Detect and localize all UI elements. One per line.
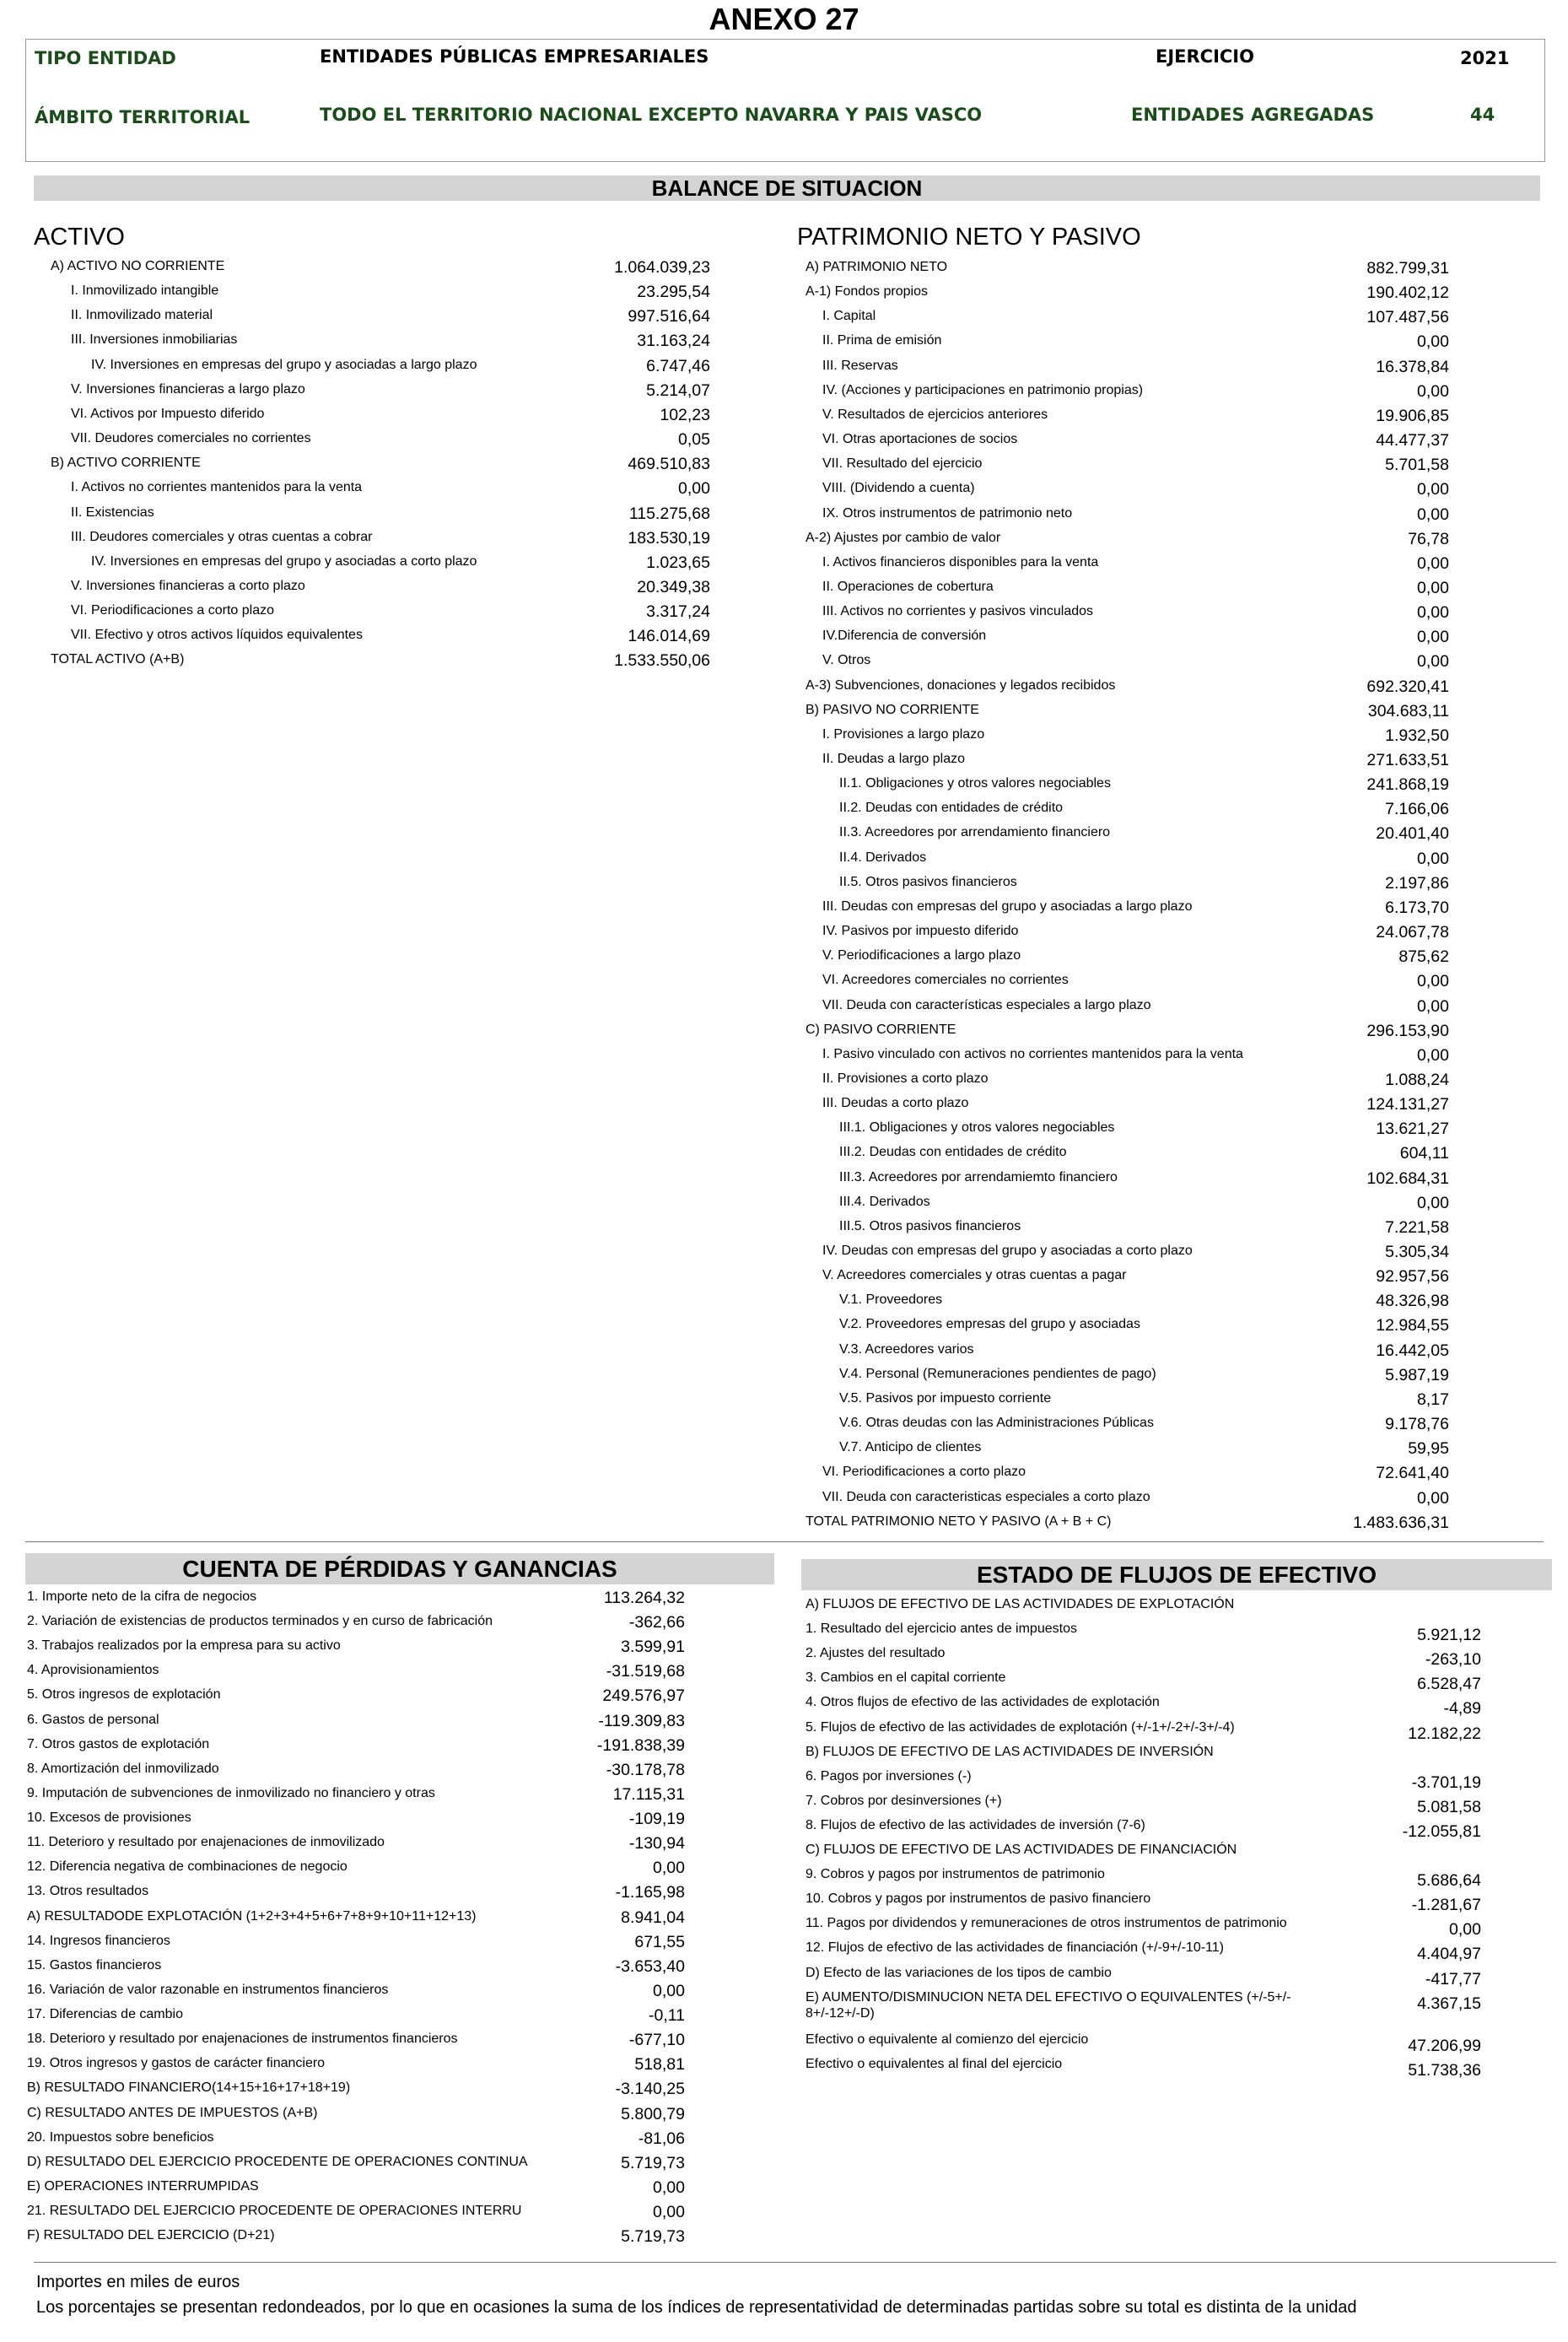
pyg-row-label: F) RESULTADO DEL EJERCICIO (D+21)	[27, 2228, 275, 2243]
flujos-row-value: 12.182,22	[1408, 1724, 1481, 1743]
activo-row-label: VI. Activos por Impuesto diferido	[71, 406, 265, 421]
pasivo-row-label: V.5. Pasivos por impuesto corriente	[839, 1390, 1052, 1406]
pasivo-row-label: III. Deudas a corto plazo	[822, 1096, 969, 1111]
flujos-row-label: 12. Flujos de efectivo de las actividades de financiación (+/-9+/-10-11)	[806, 1940, 1224, 1956]
activo-row-value: 31.163,24	[637, 332, 710, 351]
pyg-row-value: -119.309,83	[598, 1711, 685, 1730]
pasivo-row-label: II.2. Deudas con entidades de crédito	[839, 801, 1064, 816]
activo-row-value: 997.516,64	[628, 307, 710, 326]
flujos-row-label: 4. Otros flujos de efectivo de las actividades de explotación	[806, 1695, 1160, 1710]
pasivo-row-label: V.1. Proveedores	[839, 1292, 943, 1308]
pyg-row-value: -191.838,39	[596, 1735, 685, 1755]
pasivo-row-label: II. Prima de emisión	[822, 333, 942, 348]
pyg-row-label: 5. Otros ingresos de explotación	[27, 1687, 221, 1703]
pasivo-row-value: 0,00	[1417, 578, 1449, 597]
flujos-row-label: 11. Pagos por dividendos y remuneraciones de otros instrumentos de patrimonio	[806, 1916, 1287, 1931]
pasivo-row-value: 24.067,78	[1376, 923, 1449, 942]
pyg-row-value: -30.178,78	[606, 1760, 685, 1779]
pyg-row-label: 6. Gastos de personal	[27, 1712, 159, 1727]
pasivo-row-value: 0,00	[1417, 1488, 1449, 1508]
pasivo-row-value: 0,00	[1417, 553, 1449, 573]
pasivo-row-label: A-2) Ajustes por cambio de valor	[806, 530, 1001, 545]
flujos-row-value: 4.404,97	[1417, 1945, 1481, 1964]
activo-row-value: 3.317,24	[646, 602, 710, 622]
flujos-row-value: -12.055,81	[1402, 1821, 1481, 1841]
pasivo-row-value: 13.621,27	[1376, 1120, 1449, 1139]
activo-row-value: 20.349,38	[637, 577, 710, 596]
pyg-row-value: -81,06	[638, 2129, 685, 2148]
ambito-label: ÁMBITO TERRITORIAL	[35, 107, 251, 127]
activo-row-label: A) ACTIVO NO CORRIENTE	[51, 259, 225, 273]
pyg-row-value: -1.165,98	[615, 1883, 685, 1902]
pasivo-row-value: 882.799,31	[1366, 259, 1449, 278]
pyg-row-value: 0,00	[653, 1859, 685, 1878]
activo-row-label: VII. Efectivo y otros activos líquidos equivalentes	[71, 628, 363, 643]
flujos-row-label: A) FLUJOS DE EFECTIVO DE LAS ACTIVIDADES DE EXPLOTACIÓN	[806, 1597, 1235, 1611]
pasivo-row-value: 0,00	[1417, 652, 1449, 672]
pasivo-row-label: VI. Otras aportaciones de socios	[822, 432, 1018, 447]
pasivo-row-label: I. Provisiones a largo plazo	[822, 726, 985, 742]
flujos-row-value: 5.921,12	[1417, 1626, 1481, 1645]
pasivo-row-label: IX. Otros instrumentos de patrimonio neto	[822, 505, 1073, 521]
pyg-row-label: 10. Excesos de provisiones	[27, 1810, 191, 1826]
pasivo-row-value: 0,00	[1417, 1045, 1449, 1065]
flujos-row-value: -417,77	[1425, 1969, 1481, 1989]
pasivo-row-value: 241.868,19	[1366, 775, 1449, 795]
pyg-row-label: 16. Variación de valor razonable en instrumentos financieros	[27, 1982, 389, 1997]
pasivo-row-label: IV. Deudas con empresas del grupo y asociadas a corto plazo	[822, 1244, 1193, 1258]
pasivo-row-value: 19.906,85	[1376, 406, 1449, 425]
pasivo-row-label: II.3. Acreedores por arrendamiento financiero	[839, 825, 1111, 840]
pasivo-row-label: V. Acreedores comerciales y otras cuentas a pagar	[822, 1268, 1127, 1283]
pasivo-row-value: 0,00	[1417, 849, 1449, 868]
pasivo-row-label: III.1. Obligaciones y otros valores negociables	[839, 1120, 1115, 1136]
pasivo-row-value: 692.320,41	[1366, 677, 1449, 696]
pyg-row-label: B) RESULTADO FINANCIERO(14+15+16+17+18+19)	[27, 2080, 351, 2096]
flujos-row-label: C) FLUJOS DE EFECTIVO DE LAS ACTIVIDADES DE FINANCIACIÓN	[806, 1843, 1237, 1857]
page-title: ANEXO 27	[709, 2, 859, 36]
pasivo-row-value: 16.378,84	[1376, 357, 1449, 376]
flujos-row-value: -4,89	[1443, 1699, 1481, 1719]
pasivo-row-value: 6.173,70	[1385, 898, 1449, 917]
footer-units-note: Importes en miles de euros	[36, 2273, 240, 2291]
pyg-row-value: 5.719,73	[621, 2153, 685, 2172]
pyg-row-value: 17.115,31	[612, 1784, 685, 1804]
pasivo-row-value: 92.957,56	[1376, 1267, 1449, 1287]
activo-row-value: 23.295,54	[637, 283, 710, 302]
activo-row-value: 1.533.550,06	[614, 651, 710, 671]
pasivo-row-value: 2.197,86	[1385, 873, 1449, 893]
activo-row-label: VI. Periodificaciones a corto plazo	[71, 603, 275, 618]
pasivo-row-value: 0,00	[1417, 628, 1449, 647]
pasivo-row-value: 1.932,50	[1385, 726, 1449, 745]
pyg-row-value: 5.800,79	[621, 2104, 685, 2123]
pasivo-row-value: 7.221,58	[1385, 1217, 1449, 1237]
pasivo-row-label: III. Deudas con empresas del grupo y asociadas a largo plazo	[822, 898, 1193, 914]
tipo-entidad-label: TIPO ENTIDAD	[35, 48, 176, 68]
pyg-row-value: 8.941,04	[621, 1908, 685, 1927]
pyg-row-label: 15. Gastos financieros	[27, 1957, 162, 1972]
ejercicio-value: 2021	[1460, 48, 1510, 68]
activo-row-value: 6.747,46	[646, 356, 710, 375]
pasivo-row-label: III.3. Acreedores por arrendamiemto financiero	[839, 1169, 1118, 1184]
activo-row-label: II. Inmovilizado material	[71, 308, 213, 323]
pasivo-row-value: 44.477,37	[1376, 431, 1449, 451]
pasivo-row-value: 72.641,40	[1376, 1464, 1449, 1483]
flujos-row-value: -1.281,67	[1411, 1896, 1481, 1915]
activo-row-label: III. Deudores comerciales y otras cuentas a cobrar	[71, 529, 373, 544]
pasivo-row-value: 12.984,55	[1376, 1316, 1449, 1336]
pasivo-row-value: 0,00	[1417, 505, 1449, 524]
pasivo-row-value: 107.487,56	[1366, 308, 1449, 327]
flujos-row-label: 5. Flujos de efectivo de las actividades de explotación (+/-1+/-2+/-3+/-4)	[806, 1719, 1235, 1735]
activo-row-label: TOTAL ACTIVO (A+B)	[51, 652, 185, 667]
pyg-heading: CUENTA DE PÉRDIDAS Y GANANCIAS	[25, 1553, 774, 1584]
pasivo-row-label: II.4. Derivados	[839, 850, 927, 865]
pyg-row-label: 2. Variación de existencias de productos terminados y en curso de fabricación	[27, 1614, 493, 1629]
pasivo-row-value: 1.088,24	[1385, 1070, 1449, 1089]
flujos-row-label: B) FLUJOS DE EFECTIVO DE LAS ACTIVIDADES DE INVERSIÓN	[806, 1744, 1214, 1759]
pasivo-row-value: 0,00	[1417, 603, 1449, 623]
pasivo-row-label: A-1) Fondos propios	[806, 284, 928, 299]
flujos-row-value: 6.528,47	[1417, 1675, 1481, 1694]
pasivo-row-label: III. Reservas	[822, 358, 898, 373]
flujos-row-value: 5.686,64	[1417, 1871, 1481, 1891]
pyg-row-value: -31.519,68	[606, 1662, 685, 1681]
pasivo-row-value: 0,00	[1417, 480, 1449, 499]
pasivo-row-label: V.6. Otras deudas con las Administraciones Públicas	[839, 1416, 1154, 1431]
pasivo-row-value: 5.987,19	[1385, 1365, 1449, 1384]
pasivo-row-value: 5.305,34	[1385, 1243, 1449, 1261]
pasivo-row-value: 48.326,98	[1376, 1292, 1449, 1311]
pasivo-row-label: C) PASIVO CORRIENTE	[806, 1022, 956, 1037]
pasivo-row-value: 9.178,76	[1385, 1415, 1449, 1434]
pyg-row-label: 8. Amortización del inmovilizado	[27, 1761, 219, 1776]
pasivo-row-label: V.2. Proveedores empresas del grupo y asociadas	[839, 1317, 1140, 1332]
pyg-row-label: E) OPERACIONES INTERRUMPIDAS	[27, 2178, 259, 2194]
pasivo-row-label: B) PASIVO NO CORRIENTE	[806, 702, 979, 717]
pyg-row-label: 13. Otros resultados	[27, 1884, 149, 1899]
ejercicio-label: EJERCICIO	[1156, 46, 1254, 67]
pasivo-row-label: III.5. Otros pasivos financieros	[839, 1218, 1021, 1233]
pasivo-row-value: 875,62	[1398, 947, 1449, 967]
pasivo-row-label: III.4. Derivados	[839, 1194, 930, 1209]
pyg-row-value: -130,94	[628, 1834, 685, 1854]
pyg-row-label: D) RESULTADO DEL EJERCICIO PROCEDENTE DE OPERACIONES CONTINUA	[27, 2154, 528, 2169]
flujos-row-label: Efectivo o equivalentes al final del ejercicio	[806, 2056, 1063, 2071]
pasivo-row-label: TOTAL PATRIMONIO NETO Y PASIVO (A + B + C)	[806, 1514, 1112, 1529]
flujos-row-label: 8. Flujos de efectivo de las actividades de inversión (7-6)	[806, 1817, 1145, 1832]
activo-row-value: 0,05	[678, 430, 710, 450]
tipo-entidad-value: ENTIDADES PÚBLICAS EMPRESARIALES	[320, 46, 709, 67]
activo-row-label: III. Inversiones inmobiliarias	[71, 332, 238, 348]
pyg-row-value: 3.599,91	[621, 1638, 685, 1657]
pyg-row-label: 21. RESULTADO DEL EJERCICIO PROCEDENTE DE OPERACIONES INTERRU	[27, 2204, 522, 2218]
pyg-row-value: -3.140,25	[615, 2080, 685, 2099]
activo-row-label: V. Inversiones financieras a corto plazo	[71, 578, 305, 593]
pasivo-row-label: I. Activos financieros disponibles para la venta	[822, 554, 1099, 569]
pasivo-row-label: III.2. Deudas con entidades de crédito	[839, 1145, 1067, 1160]
pasivo-row-label: IV. (Acciones y participaciones en patrimonio propias)	[822, 382, 1144, 397]
pasivo-row-label: A) PATRIMONIO NETO	[806, 260, 948, 274]
activo-row-value: 5.214,07	[646, 380, 710, 400]
pasivo-row-label: V.3. Acreedores varios	[839, 1341, 974, 1357]
balance-heading: BALANCE DE SITUACION	[34, 175, 1540, 201]
pyg-row-value: 0,00	[653, 1981, 685, 2000]
activo-row-value: 102,23	[660, 405, 710, 424]
pasivo-row-label: I. Capital	[822, 309, 876, 324]
pasivo-row-label: I. Pasivo vinculado con activos no corrientes mantenidos para la venta	[822, 1046, 1243, 1061]
pasivo-row-label: VII. Deuda con características especiales a largo plazo	[822, 997, 1151, 1012]
pasivo-row-label: IV. Pasivos por impuesto diferido	[822, 924, 1019, 939]
pasivo-row-value: 76,78	[1408, 529, 1449, 548]
pasivo-row-value: 0,00	[1417, 1193, 1449, 1212]
flujos-row-label: 6. Pagos por inversiones (-)	[806, 1768, 972, 1783]
pyg-row-label: 20. Impuestos sobre beneficios	[27, 2129, 214, 2145]
flujos-row-value: 5.081,58	[1417, 1797, 1481, 1816]
flujos-heading: ESTADO DE FLUJOS DE EFECTIVO	[801, 1559, 1552, 1590]
pasivo-row-value: 0,00	[1417, 996, 1449, 1016]
pasivo-row-value: 59,95	[1408, 1439, 1449, 1459]
flujos-row-value: -3.701,19	[1411, 1773, 1481, 1792]
pyg-row-label: 14. Ingresos financieros	[27, 1933, 170, 1948]
pyg-row-label: 4. Aprovisionamientos	[27, 1663, 159, 1678]
activo-row-label: VII. Deudores comerciales no corrientes	[71, 431, 311, 446]
flujos-row-label: 7. Cobros por desinversiones (+)	[806, 1793, 1002, 1808]
activo-row-label: I. Inmovilizado intangible	[71, 283, 219, 299]
pyg-row-value: 0,00	[653, 2177, 685, 2197]
pasivo-row-value: 304.683,11	[1367, 701, 1449, 720]
pasivo-row-label: V.4. Personal (Remuneraciones pendientes de pago)	[839, 1366, 1156, 1381]
pasivo-row-label: II.1. Obligaciones y otros valores negociables	[839, 776, 1111, 791]
flujos-row-label: 3. Cambios en el capital corriente	[806, 1670, 1006, 1686]
activo-row-value: 0,00	[678, 479, 710, 499]
activo-row-value: 146.014,69	[628, 627, 710, 646]
activo-row-value: 469.510,83	[628, 455, 710, 474]
pyg-row-value: 113.264,32	[603, 1589, 685, 1607]
activo-row-value: 115.275,68	[628, 504, 710, 523]
pasivo-row-value: 0,00	[1417, 332, 1449, 352]
pyg-row-value: -3.653,40	[615, 1956, 685, 1976]
pasivo-row-label: V. Resultados de ejercicios anteriores	[822, 407, 1048, 422]
pyg-row-label: 12. Diferencia negativa de combinaciones de negocio	[27, 1859, 348, 1875]
pyg-row-value: -109,19	[628, 1810, 685, 1829]
activo-row-value: 183.530,19	[628, 528, 710, 548]
pyg-row-label: 17. Diferencias de cambio	[27, 2007, 183, 2022]
header-box	[25, 39, 1545, 162]
pasivo-row-value: 7.166,06	[1385, 800, 1449, 819]
pasivo-row-label: V. Periodificaciones a largo plazo	[822, 948, 1021, 963]
pasivo-row-value: 0,00	[1417, 972, 1449, 991]
flujos-row-value: -263,10	[1425, 1650, 1481, 1670]
activo-row-label: I. Activos no corrientes mantenidos para la venta	[71, 480, 363, 495]
agregadas-value: 44	[1470, 105, 1495, 125]
pyg-row-value: 671,55	[634, 1932, 685, 1951]
pasivo-row-label: IV.Diferencia de conversión	[822, 629, 987, 644]
activo-row-value: 1.064.039,23	[614, 258, 710, 277]
pyg-row-label: 19. Otros ingresos y gastos de carácter financiero	[27, 2056, 326, 2071]
pasivo-row-value: 190.402,12	[1366, 283, 1449, 303]
activo-heading: ACTIVO	[34, 224, 125, 251]
flujos-row-label: 9. Cobros y pagos por instrumentos de patrimonio	[806, 1867, 1105, 1882]
pasivo-row-value: 8,17	[1417, 1390, 1449, 1409]
flujos-row-value: 4.367,15	[1417, 1994, 1481, 2013]
pasivo-heading: PATRIMONIO NETO Y PASIVO	[797, 224, 1141, 251]
pyg-row-label: 7. Otros gastos de explotación	[27, 1736, 210, 1751]
flujos-row-label: 2. Ajustes del resultado	[806, 1646, 946, 1661]
flujos-row-value: 0,00	[1449, 1920, 1481, 1940]
activo-row-label: IV. Inversiones en empresas del grupo y asociadas a largo plazo	[91, 357, 477, 372]
pyg-row-label: 3. Trabajos realizados por la empresa para su activo	[27, 1638, 341, 1654]
pyg-row-label: 1. Importe neto de la cifra de negocios	[27, 1589, 257, 1604]
pasivo-row-label: VI. Periodificaciones a corto plazo	[822, 1465, 1026, 1480]
pyg-row-value: -362,66	[628, 1613, 685, 1632]
pasivo-row-label: A-3) Subvenciones, donaciones y legados recibidos	[806, 677, 1116, 693]
activo-row-value: 1.023,65	[646, 553, 710, 572]
pasivo-row-value: 124.131,27	[1366, 1095, 1449, 1114]
pasivo-row-label: VI. Acreedores comerciales no corrientes	[822, 973, 1069, 988]
agregadas-label: ENTIDADES AGREGADAS	[1131, 105, 1375, 125]
pasivo-row-label: V.7. Anticipo de clientes	[839, 1440, 982, 1455]
pyg-row-label: 9. Imputación de subvenciones de inmovilizado no financiero y otras	[27, 1785, 435, 1800]
flujos-row-label-cont: 8+/-12+/-D)	[806, 2005, 875, 2021]
footer-line	[34, 2262, 1556, 2263]
pasivo-row-value: 271.633,51	[1366, 751, 1449, 769]
pyg-row-value: -677,10	[628, 2031, 685, 2050]
pasivo-row-value: 0,00	[1417, 381, 1449, 401]
pasivo-row-value: 1.483.636,31	[1353, 1513, 1449, 1532]
flujos-row-label: 1. Resultado del ejercicio antes de impuestos	[806, 1622, 1077, 1637]
pasivo-row-label: VII. Resultado del ejercicio	[822, 456, 983, 472]
flujos-row-value: 51.738,36	[1408, 2060, 1481, 2080]
pyg-row-label: C) RESULTADO ANTES DE IMPUESTOS (A+B)	[27, 2105, 318, 2120]
pyg-row-label: A) RESULTADODE EXPLOTACIÓN (1+2+3+4+5+6+7+8+9+10+11+12+13)	[27, 1908, 477, 1924]
flujos-row-label: E) AUMENTO/DISMINUCION NETA DEL EFECTIVO O EQUIVALENTES (+/-5+/-	[806, 1989, 1291, 2005]
flujos-row-label: Efectivo o equivalente al comienzo del ejercicio	[806, 2032, 1089, 2047]
pasivo-row-value: 5.701,58	[1385, 456, 1449, 475]
flujos-row-label: D) Efecto de las variaciones de los tipos de cambio	[806, 1965, 1112, 1980]
pyg-row-label: 11. Deterioro y resultado por enajenaciones de inmovilizado	[27, 1835, 385, 1850]
activo-row-label: B) ACTIVO CORRIENTE	[51, 456, 201, 471]
flujos-row-label: 10. Cobros y pagos por instrumentos de pasivo financiero	[806, 1891, 1151, 1907]
activo-row-label: IV. Inversiones en empresas del grupo y asociadas a corto plazo	[91, 553, 477, 569]
pyg-row-value: 249.576,97	[602, 1686, 685, 1706]
activo-row-label: II. Existencias	[71, 505, 154, 520]
pasivo-row-label: VII. Deuda con caracteristicas especiales a corto plazo	[822, 1489, 1150, 1504]
pyg-row-value: 518,81	[634, 2055, 685, 2075]
activo-row-label: V. Inversiones financieras a largo plazo	[71, 381, 305, 397]
pasivo-row-value: 20.401,40	[1376, 824, 1449, 844]
pyg-row-value: -0,11	[649, 2006, 685, 2026]
pasivo-row-value: 102.684,31	[1366, 1168, 1449, 1188]
pasivo-row-label: V. Otros	[822, 653, 871, 668]
pasivo-row-label: III. Activos no corrientes y pasivos vinculados	[822, 604, 1094, 619]
pyg-row-value: 0,00	[653, 2203, 685, 2221]
pyg-row-label: 18. Deterioro y resultado por enajenaciones de instrumentos financieros	[27, 2032, 458, 2047]
pasivo-row-value: 296.153,90	[1366, 1021, 1449, 1040]
flujos-row-value: 47.206,99	[1408, 2036, 1481, 2055]
pasivo-row-value: 16.442,05	[1376, 1341, 1449, 1360]
ambito-value: TODO EL TERRITORIO NACIONAL EXCEPTO NAVARRA Y PAIS VASCO	[320, 105, 983, 125]
divider-line	[25, 1541, 1544, 1542]
pasivo-row-label: II.5. Otros pasivos financieros	[839, 874, 1017, 889]
pasivo-row-value: 604,11	[1399, 1144, 1449, 1163]
pasivo-row-label: II. Operaciones de cobertura	[822, 579, 994, 594]
footer-rounding-note: Los porcentajes se presentan redondeados, por lo que en ocasiones la suma de los índices de representatividad de determinadas partidas sobre su total es distinta de la unidad	[36, 2298, 1357, 2317]
pasivo-row-label: II. Provisiones a corto plazo	[822, 1071, 989, 1086]
pasivo-row-label: VIII. (Dividendo a cuenta)	[822, 481, 975, 496]
pasivo-row-label: II. Deudas a largo plazo	[822, 752, 965, 766]
pyg-row-value: 5.719,73	[621, 2227, 685, 2247]
